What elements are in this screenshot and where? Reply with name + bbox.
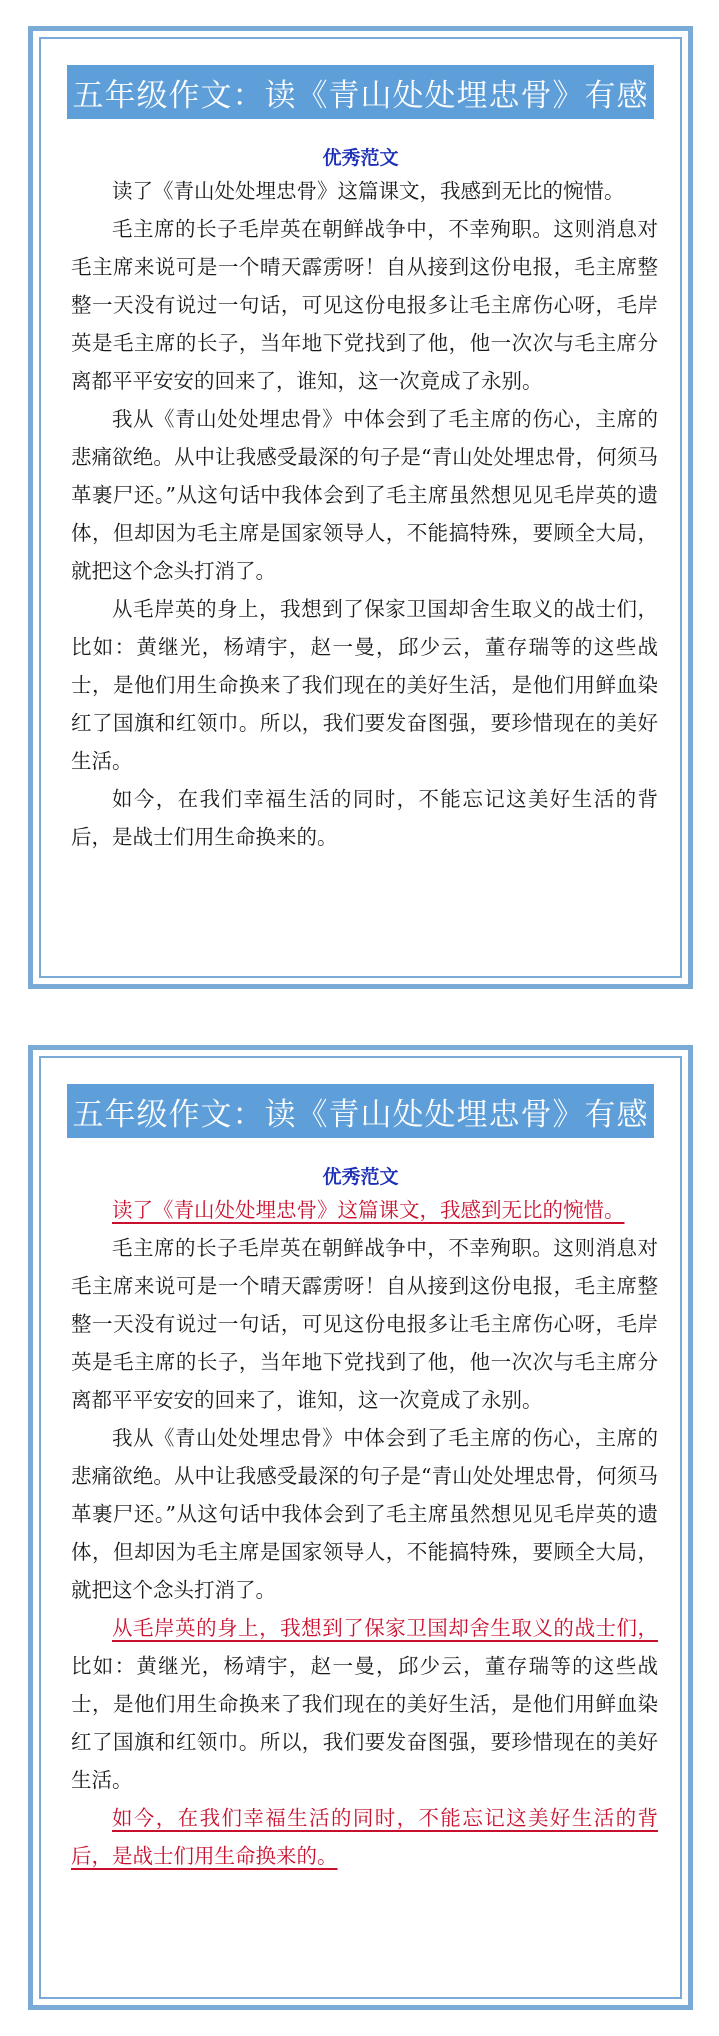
paragraph	[71, 1229, 658, 1419]
paragraph-text: 从毛岸英的身上，我想到了保家卫国却舍生取义的战士们，比如：黄继光，杨靖宇，赵一曼，邱少云，董存瑞等的这些战士，是他们用生命换来了我们现在的美好生活，是他们用鲜血染红了国旗和红领巾。所以，我们要发奋图强，要珍惜现在的美好生活。	[71, 597, 658, 773]
paragraph	[71, 590, 658, 780]
highlighted-sentence: 读了《青山处处埋忠骨》这篇课文，我感到无比的惋惜。	[112, 1198, 625, 1222]
highlighted-sentence: 从毛岸英的身上，我想到了保家卫国却舍生取义的战士们，	[112, 1616, 658, 1640]
essay-title-bar	[67, 65, 654, 119]
paragraph	[71, 1191, 658, 1229]
essay-card-annotated	[28, 1045, 693, 2010]
paragraph-text: 我从《青山处处埋忠骨》中体会到了毛主席的伤心，主席的悲痛欲绝。从中让我感受最深的句子是“青山处处埋忠骨，何须马革裹尸还。”从这句话中我体会到了毛主席虽然想见见毛岸英的遗体，但却因为毛主席是国家领导人，不能搞特殊，要顾全大局，就把这个念头打消了。	[71, 1426, 658, 1602]
essay-title: 五年级作文：读《青山处处埋忠骨》有感	[72, 77, 649, 114]
paragraph	[71, 1419, 658, 1609]
paragraph-text: 毛主席的长子毛岸英在朝鲜战争中，不幸殉职。这则消息对毛主席来说可是一个晴天霹雳呀！自从接到这份电报，毛主席整整一天没有说过一句话，可见这份电报多让毛主席伤心呀，毛岸英是毛主席的长子，当年地下党找到了他，他一次次与毛主席分离都平平安安的回来了，谁知，这一次竟成了永别。	[71, 1236, 658, 1412]
paragraph	[71, 1799, 658, 1875]
paragraph-text: 毛主席的长子毛岸英在朝鲜战争中，不幸殉职。这则消息对毛主席来说可是一个晴天霹雳呀！自从接到这份电报，毛主席整整一天没有说过一句话，可见这份电报多让毛主席伤心呀，毛岸英是毛主席的长子，当年地下党找到了他，他一次次与毛主席分离都平平安安的回来了，谁知，这一次竟成了永别。	[71, 217, 658, 393]
paragraph-text: 比如：黄继光，杨靖宇，赵一曼，邱少云，董存瑞等的这些战士，是他们用生命换来了我们现在的美好生活，是他们用鲜血染红了国旗和红领巾。所以，我们要发奋图强，要珍惜现在的美好生活。	[71, 1654, 658, 1792]
paragraph	[71, 172, 658, 210]
paragraph	[71, 400, 658, 590]
paragraph-text: 如今，在我们幸福生活的同时，不能忘记这美好生活的背后，是战士们用生命换来的。	[71, 787, 658, 849]
paragraph	[71, 780, 658, 856]
essay-subtitle: 优秀范文	[322, 147, 399, 169]
essay-body	[71, 1191, 658, 1875]
essay-body	[71, 172, 658, 856]
essay-subtitle: 优秀范文	[322, 1166, 399, 1188]
highlighted-sentence: 如今，在我们幸福生活的同时，不能忘记这美好生活的背后，是战士们用生命换来的。	[71, 1806, 658, 1868]
essay-card-plain	[28, 26, 693, 989]
paragraph	[71, 210, 658, 400]
paragraph	[71, 1609, 658, 1799]
essay-title: 五年级作文：读《青山处处埋忠骨》有感	[72, 1096, 649, 1133]
essay-title-bar	[67, 1084, 654, 1138]
paragraph-text: 我从《青山处处埋忠骨》中体会到了毛主席的伤心，主席的悲痛欲绝。从中让我感受最深的句子是“青山处处埋忠骨，何须马革裹尸还。”从这句话中我体会到了毛主席虽然想见见毛岸英的遗体，但却因为毛主席是国家领导人，不能搞特殊，要顾全大局，就把这个念头打消了。	[71, 407, 658, 583]
paragraph-text: 读了《青山处处埋忠骨》这篇课文，我感到无比的惋惜。	[112, 179, 625, 203]
